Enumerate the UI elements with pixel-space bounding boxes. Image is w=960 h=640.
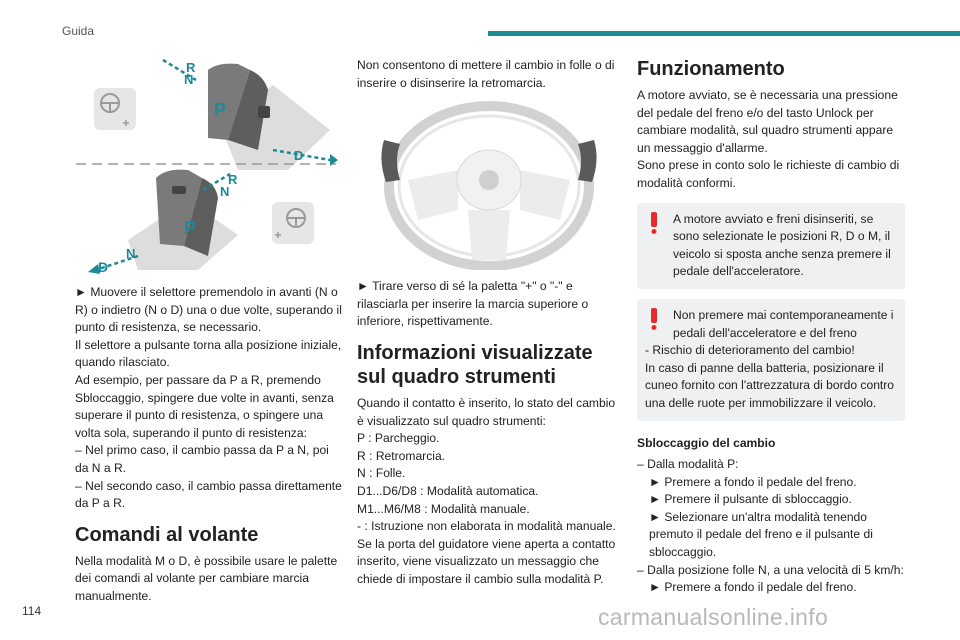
unlock-step-5: – Dalla posizione folle N, a una velocità di 5 km/h: [637, 562, 904, 577]
column-1 [75, 284, 343, 606]
warning-exclamation-icon [649, 212, 659, 234]
unlock-step-3: ► Premere il pulsante di sbloccaggio. [649, 492, 852, 507]
label-p-bottom: P [184, 218, 197, 238]
list-item: - : Istruzione non elaborata in modalità manuale. [357, 519, 616, 534]
label-p-top: P [214, 100, 227, 120]
label-n-top: N [184, 72, 194, 87]
heading-steering-controls: Comandi al volante [75, 523, 259, 546]
list-item: M1...M6/M8 : Modalità manuale. [357, 501, 530, 516]
warning-box-2 [637, 299, 905, 421]
column-3 [637, 57, 905, 597]
gear-selector-illustration [68, 50, 338, 276]
column-2 [357, 57, 619, 589]
unlock-step-1: – Dalla modalità P: [637, 457, 739, 472]
heading-dashboard-info: Informazioni visualizzate sul quadro strumenti [357, 341, 593, 388]
col1-para-4: – Nel primo caso, il cambio passa da P a N, poi da N a R. [75, 443, 329, 475]
warning-text-1: A motore avviato e freni disinseriti, se sono selezionate le posizioni R, D o M, il veicolo si sposta anche senza premere il pedale dell'acceleratore. [673, 211, 891, 279]
warning-exclamation-icon [649, 308, 659, 330]
col3-para-1: A motore avviato, se è necessaria una pressione del pedale del freno e/o del tasto Unlock per cambiare modalità, sul quadro strumenti appare un messaggio d'allarme. [637, 88, 898, 155]
col1-para-5: – Nel secondo caso, il cambio passa direttamente da P a R. [75, 478, 342, 511]
col2-para-1: Non consentono di mettere il cambio in folle o di inserire o disinserire la retromarcia. [357, 58, 615, 90]
unlock-step-2: ► Premere a fondo il pedale del freno. [649, 474, 857, 489]
list-item: P : Parcheggio. [357, 431, 440, 446]
warning-text-2a: Non premere mai contemporaneamente i pedali dell'acceleratore e del freno [673, 307, 894, 340]
label-r-bottom: R [228, 172, 238, 187]
warning-text-2c: In caso di panne della batteria, posizionare il cuneo fornito con l'attrezzatura di bordo contro una delle ruote per immobilizzare il veicolo. [645, 360, 895, 410]
col2-para-4: Se la porta del guidatore viene aperta a contatto inserito, viene visualizzato un messaggio che chiede di impostare il cambio sulla modalità P. [357, 536, 616, 586]
header-accent-bar [488, 31, 960, 36]
label-r-top: R [186, 60, 196, 75]
col3-para-2: Sono prese in conto solo le richieste di cambio di modalità conformi. [637, 158, 900, 190]
col1-para-1: ► Muovere il selettore premendolo in avanti (N o R) o indietro (N o D) una o due volte, superando il punto di resistenza, se necessario. [75, 285, 342, 335]
label-d-bottom: D [98, 259, 109, 275]
unlock-step-6: ► Premere a fondo il pedale del freno. [649, 580, 857, 595]
warning-box-1 [637, 203, 905, 289]
watermark: carmanualsonline.info [598, 604, 829, 630]
list-item: N : Folle. [357, 466, 406, 481]
page-number: 114 [22, 604, 42, 618]
list-item: R : Retromarcia. [357, 448, 446, 463]
label-n-bottom: N [220, 184, 230, 199]
gear-selector-top [208, 64, 330, 170]
col1-para-6: Nella modalità M o D, è possibile usare le palette dei comandi al volante per cambiare marcia manualmente. [75, 553, 338, 603]
warning-text-2b: - Rischio di deterioramento del cambio! [645, 343, 855, 358]
steering-wheel-icon-bottom [272, 202, 314, 244]
col2-para-3: Quando il contatto è inserito, lo stato del cambio è visualizzato sul quadro strumenti: [357, 395, 616, 428]
label-n-bottom-2: N [126, 246, 136, 261]
col1-para-3: Ad esempio, per passare da P a R, premendo Sbloccaggio, spingere due volte in avanti, senza superare il punto di resistenza, o spingere una volta sola, superando il punto di resistenza: [75, 372, 334, 440]
list-item: D1...D6/D8 : Modalità automatica. [357, 483, 539, 498]
label-d-top: D [294, 148, 304, 163]
col2-para-2: ► Tirare verso di sé la paletta "+" o "-" e rilasciarla per inserire la marcia superiore o inferiore, rispettivamente. [357, 279, 589, 329]
heading-operation: Funzionamento [637, 58, 785, 80]
unlock-step-4: ► Selezionare un'altra modalità tenendo premuto il pedale del freno e il pulsante di sbloccaggio. [649, 509, 873, 560]
col1-para-2: Il selettore a pulsante torna alla posizione iniziale, quando rilasciato. [75, 337, 342, 370]
steering-wheel-icon [94, 88, 136, 130]
header-title: Guida [62, 24, 95, 38]
heading-gearbox-unlock: Sbloccaggio del cambio [637, 435, 776, 450]
